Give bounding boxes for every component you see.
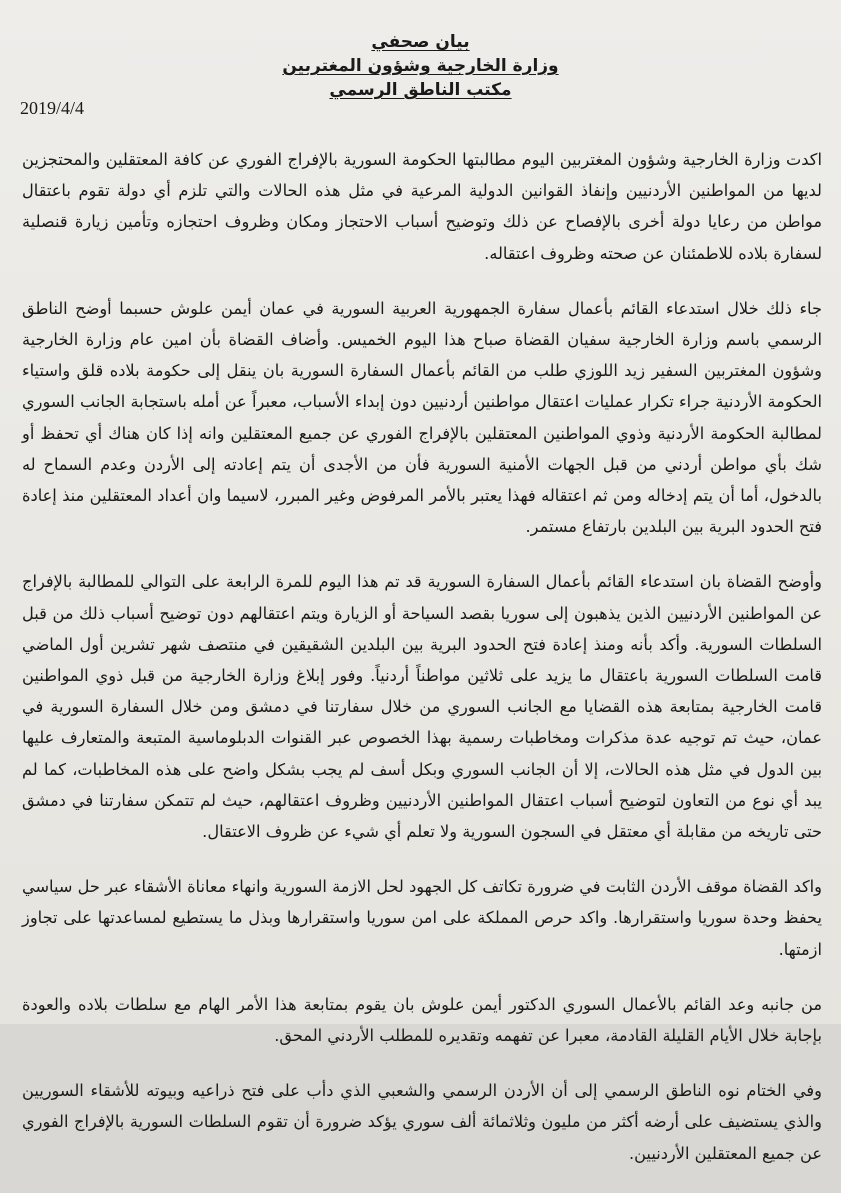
paragraph-3: وأوضح القضاة بان استدعاء القائم بأعمال السفارة السورية قد تم هذا اليوم للمرة الرابعة على التوالي للمطالبة بالإفراج عن المواطنين الأردنيين الذين يذهبون إلى سوريا بقصد السياحة أو الزيارة ويتم اعتقالهم دون توضيح أسباب ذلك من قبل السلطات السورية. وأكد بأنه ومنذ إعادة فتح الحدود البرية بين البلدين الشقيقين في منتصف شهر تشرين أول الماضي قامت السلطات السورية باعتقال ما يزيد على ثلاثين مواطناً أردنياً. وفور إبلاغ وزارة الخارجية من قبل ذوي المواطنين قامت الخارجية بمتابعة هذه القضايا مع الجانب السوري من خلال سفارتنا في دمشق ومن خلال السفارة السورية في عمان، حيث تم توجيه عدة مذكرات ومخاطبات رسمية بهذا الخصوص عبر القنوات الدبلوماسية المتبعة والمتعارف عليها بين الدول في مثل هذه الحالات، إلا أن الجانب السوري وبكل أسف لم يجب بشكل واضح على هذه المخاطبات، كما لم يبد أي نوع من التعاون لتوضيح أسباب اعتقال المواطنين الأردنيين وظروف اعتقالهم، حيث لم تتمكن سفارتنا في دمشق حتى تاريخه من مقابلة أي معتقل في السجون السورية ولا تعلم أي شيء عن ظروف الاعتقال. (22, 572, 822, 842)
document-date: 2019/4/4 (20, 98, 85, 118)
paragraph-1: اكدت وزارة الخارجية وشؤون المغتربين اليوم مطالبتها الحكومة السورية بالإفراج الفوري عن كافة المعتقلين والمحتجزين لديها من المواطنين الأردنيين وإنفاذ القوانين الدولية المرعية في مثل هذه الحالات والتي تلزم أي دولة تقوم باعتقال مواطن من رعايا دولة أخرى بالإفصاح عن ذلك وتوضيح أسباب الاحتجاز ومكان وظروف احتجازه وتأمين زيارة قنصلية لسفارة بلاده للاطمئنان عن صحته وظروف اعتقاله. (22, 150, 822, 263)
paragraph-2: جاء ذلك خلال استدعاء القائم بأعمال سفارة الجمهورية العربية السورية في عمان أيمن علوش حسبما أوضح الناطق الرسمي باسم وزارة الخارجية سفيان القضاة صباح هذا اليوم الخميس. وأضاف القضاة بأن امين عام وزارة الخارجية وشؤون المغتربين السفير زيد اللوزي طلب من القائم بأعمال السفارة السورية بان ينقل إلى حكومة بلاده قلق واستياء الحكومة الأردنية جراء تكرار عمليات اعتقال مواطنين أردنيين دون إبداء الأسباب، معبراً عن أمله باستجابة الجانب السوري لمطالبة الحكومة الأردنية وذوي المواطنين المعتقلين بالإفراج الفوري عن جميع المعتقلين وانه إذا كان هناك أي تحفظ أو شك بأي مواطن أردني من قبل الجهات الأمنية السورية فأن من الأجدى أن يتم إعادته إلى الأردن وعدم السماح له بالدخول، أما أن يتم إدخاله ومن ثم اعتقاله فهذا يعتبر بالأمر المرفوض وغير المبرر، لاسيما وان أعداد المعتقلين منذ إعادة فتح الحدود البرية بين البلدين بارتفاع مستمر. (22, 298, 822, 537)
document-body (22, 144, 822, 1193)
letterhead (0, 30, 841, 102)
paragraph-5: من جانبه وعد القائم بالأعمال السوري الدكتور أيمن علوش بان يقوم بمتابعة هذا الأمر الهام مع سلطات بلاده والعودة بإجابة خلال الأيام القليلة القادمة، معبرا عن تفهمه وتقديره للمطلب الأردني المحق. (22, 994, 822, 1046)
ministry-name: وزارة الخارجية وشؤون المغتربين (282, 56, 559, 76)
press-release-title: بيان صحفي (371, 32, 470, 52)
paragraph-6: وفي الختام نوه الناطق الرسمي إلى أن الأردن الرسمي والشعبي الذي دأب على فتح ذراعيه وبيوته للأشقاء السوريين والذي يستضيف على أرضه أكثر من مليون وثلاثمائة ألف سوري يؤكد ضرورة أن تقوم السلطات السورية بالإفراج الفوري عن جميع المعتقلين الأردنيين. (22, 1081, 822, 1163)
paragraph-4: واكد القضاة موقف الأردن الثابت في ضرورة تكاتف كل الجهود لحل الازمة السورية وانهاء معاناة الأشقاء عبر حل سياسي يحفظ وحدة سوريا واستقرارها. واكد حرص المملكة على امن سوريا واستقرارها وبذل ما يستطيع لمساعدتها على تجاوز ازمتها. (22, 877, 822, 959)
spokesperson-office: مكتب الناطق الرسمي (329, 80, 512, 100)
